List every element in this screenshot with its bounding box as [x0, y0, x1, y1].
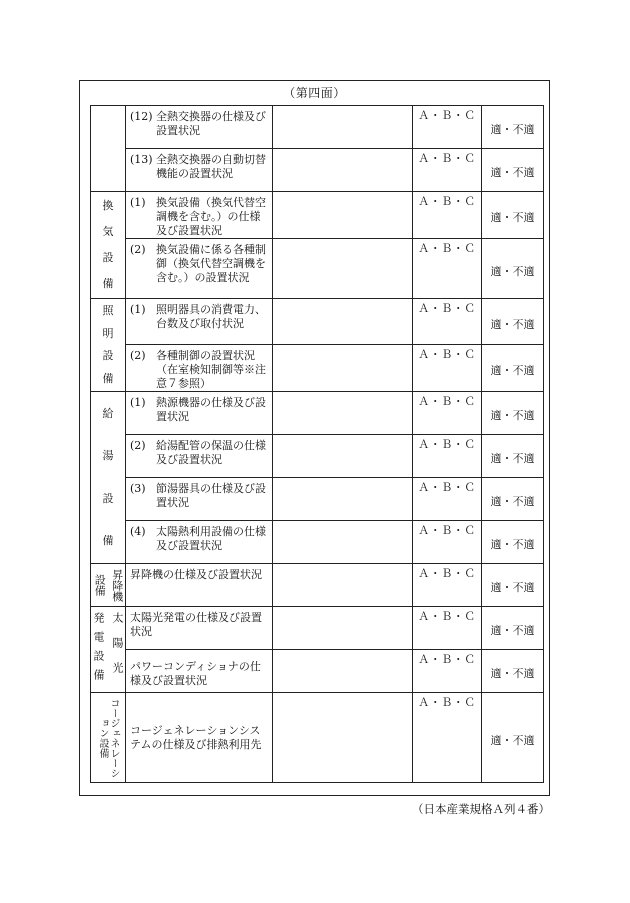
- judgement-options[interactable]: 適・不適: [482, 521, 544, 564]
- grade-options[interactable]: Ａ・Ｂ・Ｃ: [413, 607, 482, 650]
- item-text: 給湯配管の保温の仕様及び設置状況: [156, 439, 266, 466]
- table-row: [91, 106, 544, 149]
- table-row: [91, 435, 544, 478]
- judgement-options[interactable]: 適・不適: [482, 192, 544, 239]
- item-cell: [126, 299, 273, 345]
- item-number: (2): [130, 243, 146, 256]
- notes-cell[interactable]: [273, 564, 413, 607]
- table-row: [91, 149, 544, 192]
- judgement-options[interactable]: 適・不適: [482, 345, 544, 392]
- notes-cell[interactable]: [273, 149, 413, 192]
- item-text: コージェネレーションシステムの仕様及び排熱利用先: [130, 723, 262, 751]
- notes-cell[interactable]: [273, 607, 413, 650]
- grade-options[interactable]: Ａ・Ｂ・Ｃ: [413, 435, 482, 478]
- judgement-options[interactable]: 適・不適: [482, 435, 544, 478]
- notes-cell[interactable]: [273, 345, 413, 392]
- item-text: 太陽光発電の仕様及び設置状況: [130, 611, 262, 638]
- notes-cell[interactable]: [273, 521, 413, 564]
- item-number: (3): [130, 482, 146, 495]
- grade-options[interactable]: Ａ・Ｂ・Ｃ: [413, 392, 482, 435]
- item-text: 各種制御の設置状況（在室検知制御等※注意７参照）: [156, 349, 266, 390]
- category-lighting: 照 明 設 備: [91, 299, 126, 392]
- form-frame: [79, 80, 550, 796]
- judgement-options[interactable]: 適・不適: [482, 564, 544, 607]
- judgement-options[interactable]: 適・不適: [482, 607, 544, 650]
- table-row: [91, 478, 544, 521]
- item-cell: [126, 345, 273, 392]
- table-row: [91, 607, 544, 650]
- item-cell: [126, 478, 273, 521]
- inspection-table: [90, 105, 544, 783]
- notes-cell[interactable]: [273, 478, 413, 521]
- notes-cell[interactable]: [273, 192, 413, 239]
- item-text: 熱源機器の仕様及び設置状況: [156, 396, 266, 423]
- judgement-options[interactable]: 適・不適: [482, 149, 544, 192]
- item-text: パワーコンディショナの仕様及び設置状況: [130, 660, 261, 687]
- item-text: 節湯器具の仕様及び設置状況: [156, 482, 266, 509]
- notes-cell[interactable]: [273, 650, 413, 693]
- grade-options[interactable]: Ａ・Ｂ・Ｃ: [413, 345, 482, 392]
- grade-options[interactable]: Ａ・Ｂ・Ｃ: [413, 106, 482, 149]
- grade-options[interactable]: Ａ・Ｂ・Ｃ: [413, 299, 482, 345]
- item-cell: [126, 392, 273, 435]
- category-elevator: 設備 昇降機: [91, 564, 126, 607]
- grade-options[interactable]: Ａ・Ｂ・Ｃ: [413, 521, 482, 564]
- item-number: (2): [130, 349, 146, 362]
- table-row: [91, 192, 544, 239]
- judgement-options[interactable]: 適・不適: [482, 106, 544, 149]
- item-cell: [126, 106, 273, 149]
- grade-options[interactable]: Ａ・Ｂ・Ｃ: [413, 239, 482, 299]
- category-cell-continued: [91, 106, 126, 192]
- item-cell: [126, 435, 273, 478]
- item-number: (1): [130, 396, 146, 409]
- item-text: 太陽熱利用設備の仕様及び設置状況: [156, 525, 266, 552]
- judgement-options[interactable]: 適・不適: [482, 299, 544, 345]
- judgement-options[interactable]: 適・不適: [482, 650, 544, 693]
- notes-cell[interactable]: [273, 392, 413, 435]
- item-cell: [126, 521, 273, 564]
- judgement-options[interactable]: 適・不適: [482, 392, 544, 435]
- item-number: (4): [130, 525, 146, 538]
- item-number: (1): [130, 303, 146, 316]
- item-number: (1): [130, 196, 146, 209]
- grade-options[interactable]: Ａ・Ｂ・Ｃ: [413, 693, 482, 783]
- table-row: [91, 521, 544, 564]
- page-label: （第四面）: [283, 86, 346, 100]
- table-row: [91, 239, 544, 299]
- item-cell: [126, 239, 273, 299]
- grade-options[interactable]: Ａ・Ｂ・Ｃ: [413, 478, 482, 521]
- item-number: (12): [130, 110, 153, 123]
- grade-options[interactable]: Ａ・Ｂ・Ｃ: [413, 564, 482, 607]
- item-cell: [126, 564, 273, 607]
- table-row: [91, 299, 544, 345]
- judgement-options[interactable]: 適・不適: [482, 478, 544, 521]
- notes-cell[interactable]: [273, 106, 413, 149]
- category-cogeneration: コージェネレーション設備: [91, 693, 126, 783]
- grade-options[interactable]: Ａ・Ｂ・Ｃ: [413, 650, 482, 693]
- item-cell: [126, 607, 273, 650]
- notes-cell[interactable]: [273, 239, 413, 299]
- item-text: 昇降機の仕様及び設置状況: [130, 568, 262, 581]
- grade-options[interactable]: Ａ・Ｂ・Ｃ: [413, 192, 482, 239]
- item-number: (2): [130, 439, 146, 452]
- item-number: (13): [130, 153, 153, 166]
- table-row: [91, 650, 544, 693]
- item-text: 照明器具の消費電力、台数及び取付状況: [156, 303, 266, 330]
- judgement-options[interactable]: 適・不適: [482, 239, 544, 299]
- item-cell: [126, 149, 273, 192]
- category-ventilation: 換 気 設 備: [91, 192, 126, 299]
- judgement-options[interactable]: 適・不適: [482, 693, 544, 783]
- item-text: 全熱交換器の仕様及び設置状況: [156, 110, 266, 137]
- notes-cell[interactable]: [273, 435, 413, 478]
- table-row: [91, 392, 544, 435]
- notes-cell[interactable]: [273, 693, 413, 783]
- category-hot-water: 給 湯 設 備: [91, 392, 126, 564]
- grade-options[interactable]: Ａ・Ｂ・Ｃ: [413, 149, 482, 192]
- category-solar: 発電設備 太陽光: [91, 607, 126, 693]
- footer-paper-size: （日本産業規格Ａ列４番）: [412, 802, 550, 816]
- table-row: [91, 564, 544, 607]
- item-cell: [126, 693, 273, 783]
- item-cell: [126, 192, 273, 239]
- item-text: 全熱交換器の自動切替機能の設置状況: [156, 153, 266, 180]
- table-row: [91, 345, 544, 392]
- notes-cell[interactable]: [273, 299, 413, 345]
- item-cell: [126, 650, 273, 693]
- item-text: 換気設備（換気代替空調機を含む。）の仕様及び設置状況: [156, 196, 266, 237]
- table-row: [91, 693, 544, 783]
- item-text: 換気設備に係る各種制御（換気代替空調機を含む。）の設置状況: [156, 243, 266, 284]
